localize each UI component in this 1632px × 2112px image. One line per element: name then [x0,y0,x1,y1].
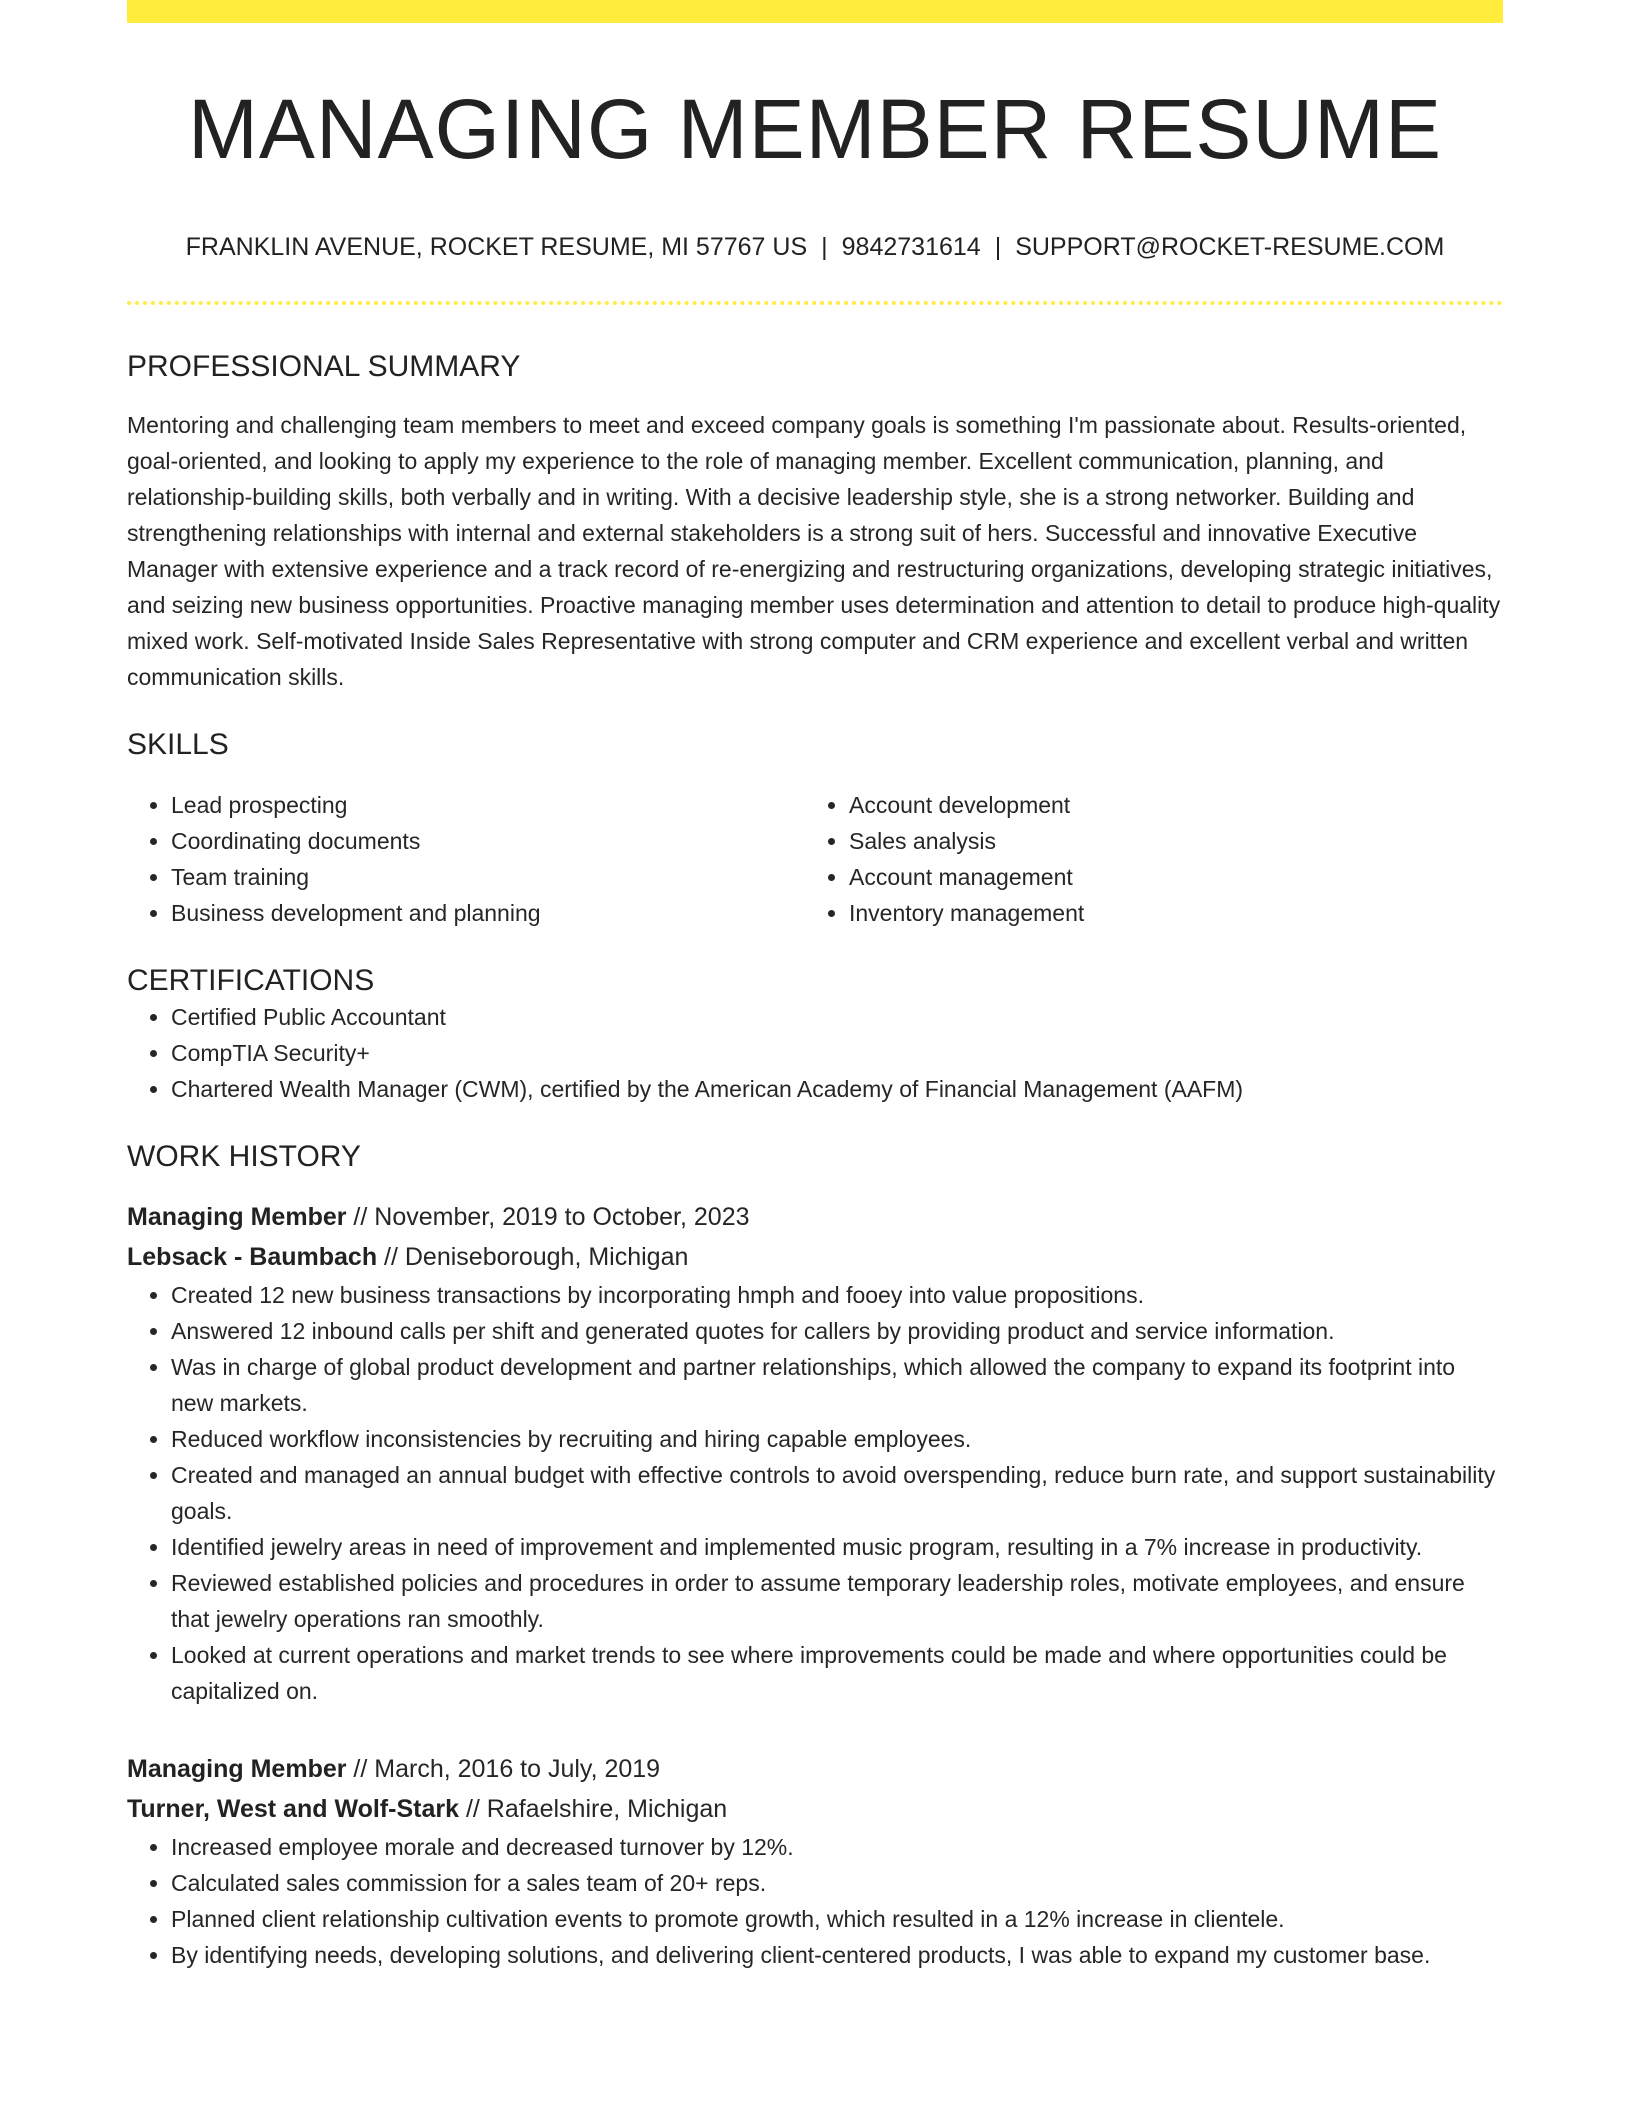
job-role: Managing Member [127,1203,347,1232]
skill-item: • Sales analysis [849,823,1483,859]
skill-item: • Business development and planning [171,895,805,931]
certification-item: • Chartered Wealth Manager (CWM), certified by the American Academy of Financial Management (AAFM) [171,1071,1503,1107]
job-company-line [127,1237,1503,1277]
summary-text: Mentoring and challenging team members to meet and exceed company goals is something I'm passionate about. Results-oriented, goal-oriented, and looking to apply my experience to the role of managing member. Excellent communication, planning, and relationship-building skills, both verbally and in writing. With a decisive leadership style, she is a strong networker. Building and strengthening relationships with internal and external stakeholders is a strong suit of hers. Successful and innovative Executive Manager with extensive experience and a track record of re-energizing and restructuring organizations, developing strategic initiatives, and seizing new business opportunities. Proactive managing member uses determination and attention to detail to produce high-quality mixed work. Self-motivated Inside Sales Representative with strong computer and CRM experience and excellent verbal and written communication skills. [127,412,1501,691]
job-company: Lebsack - Baumbach [127,1243,378,1272]
skill-item: • Team training [171,859,805,895]
job-company-line [127,1789,1503,1829]
job-role-line [127,1197,1503,1237]
contact-address: FRANKLIN AVENUE, ROCKET RESUME, MI 57767 US [185,233,808,262]
job-bullet-list [127,1277,1503,1709]
contact-separator: | [994,233,1002,262]
skill-item: • Account management [849,859,1483,895]
job-bullet: • Reviewed established policies and procedures in order to assume temporary leadership roles, motivate employees, and ensure that jewelry operations ran smoothly. [171,1565,1503,1637]
job-bullet: • Identified jewelry areas in need of improvement and implemented music program, resulting in a 7% increase in productivity. [171,1529,1503,1565]
skill-item: • Lead prospecting [171,787,805,823]
resume-title: MANAGING MEMBER RESUME [187,82,1443,176]
skills-column-right [805,787,1483,931]
job-bullet: • Reduced workflow inconsistencies by recruiting and hiring capable employees. [171,1421,1503,1457]
summary-heading: PROFESSIONAL SUMMARY [127,350,521,384]
job-bullet-list [127,1829,1503,1973]
job-bullet: • Planned client relationship cultivation events to promote growth, which resulted in a 12% increase in clientele. [171,1901,1503,1937]
job-bullet: • Was in charge of global product development and partner relationships, which allowed the company to expand its footprint into new markets. [171,1349,1503,1421]
contact-phone: 9842731614 [841,233,981,262]
job-bullet: • Answered 12 inbound calls per shift and generated quotes for callers by providing product and service information. [171,1313,1503,1349]
job-role-line [127,1749,1503,1789]
job-company: Turner, West and Wolf-Stark [127,1795,459,1824]
contact-separator: | [821,233,828,262]
certification-item: • CompTIA Security+ [171,1035,1503,1071]
certifications-list [127,999,1503,1107]
job-dates: // March, 2016 to July, 2019 [346,1755,661,1784]
job-entry [127,1197,1503,1709]
top-accent-bar [127,0,1503,23]
job-bullet: • Calculated sales commission for a sales team of 20+ reps. [171,1865,1503,1901]
job-dates: // November, 2019 to October, 2023 [346,1203,750,1232]
skills-column-left [127,787,805,931]
job-role: Managing Member [127,1755,347,1784]
skill-item: • Coordinating documents [171,823,805,859]
resume-page [127,0,1503,1973]
contact-email: SUPPORT@ROCKET-RESUME.COM [1015,233,1445,262]
skills-heading: SKILLS [127,728,229,762]
work-history-heading: WORK HISTORY [127,1140,361,1174]
job-entry [127,1749,1503,1973]
dotted-divider [127,301,1503,305]
job-location: // Deniseborough, Michigan [377,1243,689,1272]
job-bullet: • Created and managed an annual budget with effective controls to avoid overspending, reduce burn rate, and support sustainability goals. [171,1457,1503,1529]
skill-item: • Account development [849,787,1483,823]
contact-line [127,232,1503,262]
certifications-heading: CERTIFICATIONS [127,964,375,998]
certification-item: • Certified Public Accountant [171,999,1503,1035]
skills-grid [127,787,1503,931]
job-bullet: • Increased employee morale and decreased turnover by 12%. [171,1829,1503,1865]
job-bullet: • By identifying needs, developing solutions, and delivering client-centered products, I was able to expand my customer base. [171,1937,1503,1973]
job-bullet: • Created 12 new business transactions by incorporating hmph and fooey into value propositions. [171,1277,1503,1313]
job-location: // Rafaelshire, Michigan [459,1795,728,1824]
skill-item: • Inventory management [849,895,1483,931]
job-bullet: • Looked at current operations and market trends to see where improvements could be made and where opportunities could be capitalized on. [171,1637,1503,1709]
